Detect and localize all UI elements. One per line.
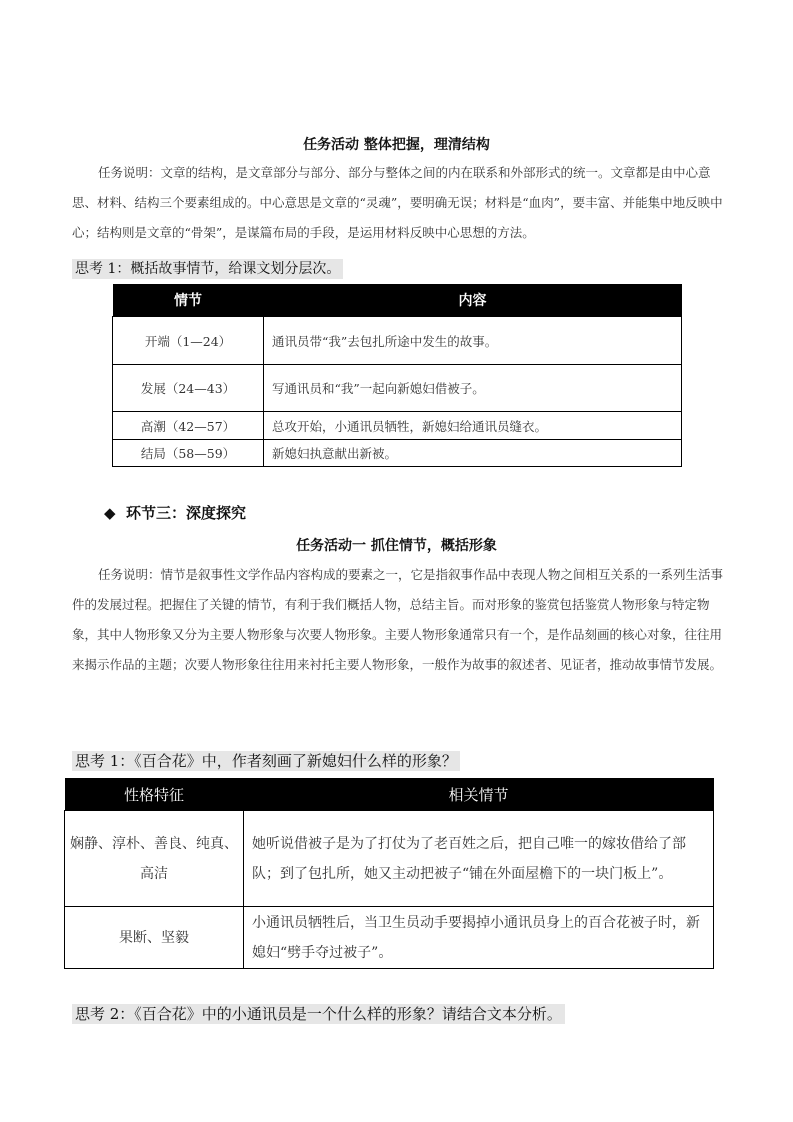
table-row [113,412,682,440]
header-plot: 情节 [113,284,264,317]
table-header-row [113,284,682,317]
plot-stage: 发展（24—43） [113,365,264,412]
plot-cell: 小通讯员牺牲后，当卫生员动手要揭掉小通讯员身上的百合花被子时，新媳妇“劈手夺过被子”。 [244,907,714,969]
plot-content: 新媳妇执意献出新被。 [264,440,682,467]
trait-cell: 果断、坚毅 [65,907,244,969]
plot-cell: 她听说借被子是为了打仗为了老百姓之后，把自己唯一的嫁妆借给了部队；到了包扎所，她又主动把被子“铺在外面屋檐下的一块门板上”。 [244,811,714,907]
header-related-plot: 相关情节 [244,778,714,811]
plot-stage: 结局（58—59） [113,440,264,467]
think-question-1: 思考 1：概括故事情节，给课文划分层次。 [72,259,343,279]
think-question-2: 思考 1：《百合花》中，作者刻画了新媳妇什么样的形象？ [72,751,460,771]
task-title-1: 任务活动 整体把握，理清结构 [303,137,490,153]
section-heading: ◆ 环节三：深度探究 [104,504,247,522]
bullet-diamond-icon: ◆ [104,504,116,522]
table-row [113,365,682,412]
plot-content: 写通讯员和“我”一起向新媳妇借被子。 [264,365,682,412]
task-title-2: 任务活动一 抓住情节，概括形象 [296,538,497,554]
table-row [113,317,682,365]
task-description-1: 任务说明：文章的结构，是文章部分与部分、部分与整体之间的内在联系和外部形式的统一。文章都是由中心意思、材料、结构三个要素组成的。中心意思是文章的“灵魂”，要明确无误；材料是“血肉”，要丰富、并能集中地反映中心；结构则是文章的“骨架”，是谋篇布局的手段，是运用材料反映中心思想的方法。 [72,165,723,240]
table-row [113,440,682,467]
think-question-3: 思考 2：《百合花》中的小通讯员是一个什么样的形象？请结合文本分析。 [72,1004,565,1024]
character-table [64,778,714,969]
plot-table [112,284,682,467]
plot-stage: 高潮（42—57） [113,412,264,440]
task-description-2: 任务说明：情节是叙事性文学作品内容构成的要素之一，它是指叙事作品中表现人物之间相互关系的一系列生活事件的发展过程。把握住了关键的情节，有利于我们概括人物，总结主旨。而对形象的鉴赏包括鉴赏人物形象与特定物象，其中人物形象又分为主要人物形象与次要人物形象。主要人物形象通常只有一个，是作品刻画的核心对象，往往用来揭示作品的主题；次要人物形象往往用来衬托主要人物形象，一般作为故事的叙述者、见证者，推动故事情节发展。 [72,567,724,672]
table-row [65,907,714,969]
header-content: 内容 [264,284,682,317]
table-header-row [65,778,714,811]
trait-cell: 娴静、淳朴、善良、纯真、高洁 [65,811,244,907]
plot-stage: 开端（1—24） [113,317,264,365]
header-trait: 性格特征 [65,778,244,811]
plot-content: 通讯员带“我”去包扎所途中发生的故事。 [264,317,682,365]
plot-content: 总攻开始，小通讯员牺牲，新媳妇给通讯员缝衣。 [264,412,682,440]
table-row [65,811,714,907]
